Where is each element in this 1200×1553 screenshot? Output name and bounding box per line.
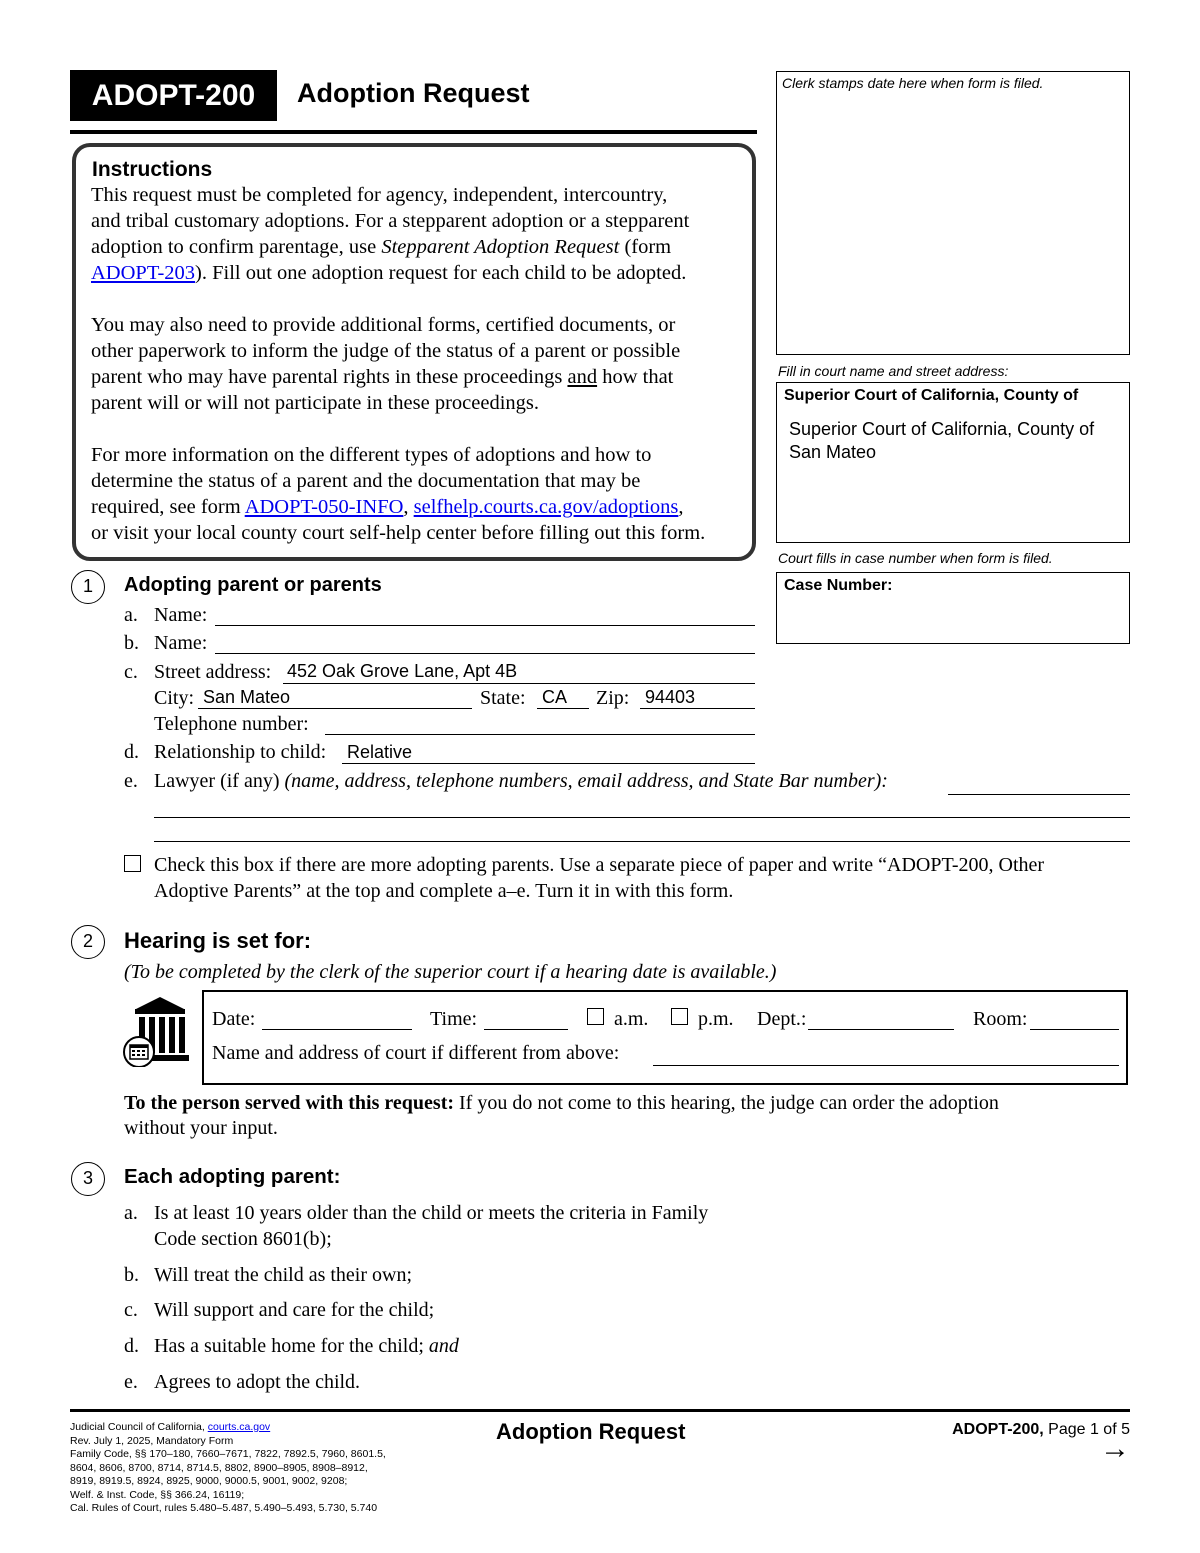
case-number-box[interactable] (776, 572, 1130, 644)
s1-a-name-line (215, 625, 755, 626)
s1-e-marker: e. (124, 770, 138, 792)
clerk-stamp-label: Clerk stamps date here when form is filed. (782, 75, 1044, 91)
city-label: City: (154, 687, 195, 709)
section-1-heading: Adopting parent or parents (124, 574, 382, 596)
lawyer-line-3[interactable] (154, 841, 1130, 842)
instructions-p2-l3: parent who may have parental rights in these proceedings and how that (91, 366, 674, 388)
hearing-info-box (202, 990, 1128, 1085)
s1-b-name-field[interactable] (220, 632, 750, 652)
zip-line (640, 708, 755, 709)
section-1-number: 1 (71, 570, 105, 604)
lawyer-line-1[interactable] (948, 794, 1130, 795)
hearing-date-field[interactable] (262, 1029, 412, 1030)
footer-rule (70, 1409, 1130, 1412)
am-checkbox[interactable] (587, 1008, 604, 1025)
zip-label: Zip: (596, 687, 630, 709)
court-box-title: Superior Court of California, County of (784, 387, 1079, 404)
instructions-p2-l2: other paperwork to inform the judge of the status of a parent or possible (91, 340, 681, 362)
relationship-label: Relationship to child: (154, 741, 327, 763)
court-name-line2: San Mateo (789, 442, 877, 462)
section-2-number: 2 (71, 925, 105, 959)
s1-a-name-field[interactable] (220, 604, 750, 624)
dept-field[interactable] (808, 1029, 954, 1030)
telephone-label: Telephone number: (154, 713, 309, 735)
s3-item-b: b. Will treat the child as their own; (124, 1264, 413, 1286)
served-person-notice: To the person served with this request: If you do not come to this hearing, the judge can order the adoption without your input. (124, 1092, 999, 1139)
hearing-date-label: Date: (212, 1008, 256, 1030)
instructions-p1-l1: This request must be completed for agency, independent, intercountry, (91, 184, 668, 206)
s1-b-name-line (215, 653, 755, 654)
pm-checkbox[interactable] (671, 1008, 688, 1025)
room-field[interactable] (1030, 1029, 1119, 1030)
form-title: Adoption Request (297, 78, 530, 108)
adopt-203-link[interactable]: ADOPT-203 (91, 262, 196, 284)
street-address-label: Street address: (154, 661, 272, 683)
selfhelp-adoptions-link[interactable]: selfhelp.courts.ca.gov/adoptions (413, 496, 679, 518)
s1-a-marker: a. (124, 604, 138, 626)
instructions-p2-l1: You may also need to provide additional forms, certified documents, or (91, 314, 676, 336)
instructions-p3-l1: For more information on the different types of adoptions and how to (91, 444, 652, 466)
s3-item-a: a. Is at least 10 years older than the child or meets the criteria in Family (124, 1202, 709, 1224)
telephone-field[interactable] (330, 713, 750, 733)
s1-b-marker: b. (124, 632, 139, 654)
s3-item-c: c. Will support and care for the child; (124, 1299, 435, 1321)
s3-item-a-cont: Code section 8601(b); (154, 1228, 332, 1250)
relationship-field[interactable]: Relative (347, 742, 413, 762)
footer-citations: Judicial Council of California, courts.ca.gov Rev. July 1, 2025, Mandatory Form Family Code, §§ 170–180, 7660–7671, 7822, 7892.5, 7960, 8601.5, 8604, 8606, 8700, 8714, 8714.5, 8802, 8900–8905, 8908–8912, 8919, 8919.5, 8924, 8925, 9000, 9000.5, 9001, 9002, 9208; Welf. & Inst. Code, §§ 366.24, 16119; Cal. Rules of Court, rules 5.480–5.487, 5.490–5.493, 5.730, 5.740 (70, 1421, 386, 1514)
form-code-badge: ADOPT-200 (70, 70, 277, 121)
more-parents-text: Check this box if there are more adopting parents. Use a separate piece of paper and write “ADOPT-200, Other Adoptive Parents” at the top and complete a–e. Turn it in with this form. (154, 854, 1045, 902)
case-box-instruction: Court fills in case number when form is filed. (778, 550, 1053, 566)
court-name-line1: Superior Court of California, County of (789, 419, 1095, 439)
court-address-label: Name and address of court if different from above: (212, 1042, 620, 1064)
street-address-field[interactable]: 452 Oak Grove Lane, Apt 4B (287, 661, 518, 681)
instructions-p1-l3: adoption to confirm parentage, use Stepparent Adoption Request (form (91, 236, 672, 258)
city-line (198, 708, 472, 709)
zip-field[interactable]: 94403 (645, 687, 696, 707)
s1-d-marker: d. (124, 741, 139, 763)
header-rule (70, 130, 757, 134)
instructions-p2-l4: parent will or will not participate in these proceedings. (91, 392, 540, 414)
footer-page-info: ADOPT-200, Page 1 of 5 (952, 1421, 1130, 1438)
court-name-value[interactable] (789, 418, 1094, 464)
telephone-line (325, 734, 755, 735)
hearing-time-field[interactable] (484, 1029, 568, 1030)
s3-item-e: e. Agrees to adopt the child. (124, 1371, 361, 1393)
room-label: Room: (973, 1008, 1028, 1030)
hearing-time-label: Time: (430, 1008, 478, 1030)
court-box-instruction: Fill in court name and street address: (778, 363, 1009, 379)
clerk-stamp-box (776, 71, 1130, 355)
instructions-p3-l3: required, see form ADOPT-050-INFO, selfhelp.courts.ca.gov/adoptions, (91, 496, 684, 518)
instructions-p3-l2: determine the status of a parent and the documentation that may be (91, 470, 641, 492)
instructions-p1-l2: and tribal customary adoptions. For a stepparent adoption or a stepparent (91, 210, 690, 232)
lawyer-label: Lawyer (if any) (name, address, telephone numbers, email address, and State Bar number): (154, 770, 888, 792)
courthouse-calendar-icon (122, 995, 194, 1067)
city-field[interactable]: San Mateo (203, 687, 291, 707)
s1-c-marker: c. (124, 661, 138, 683)
s1-b-name-label: Name: (154, 632, 208, 654)
state-line (537, 708, 589, 709)
footer-title: Adoption Request (496, 1419, 686, 1444)
s1-a-name-label: Name: (154, 604, 208, 626)
next-page-arrow-icon: → (1100, 1432, 1130, 1465)
instructions-p3-l4: or visit your local county court self-help center before filling out this form. (91, 522, 706, 544)
instructions-p1-l4: ADOPT-203). Fill out one adoption request for each child to be adopted. (91, 262, 687, 284)
state-label: State: (480, 687, 526, 709)
section-2-subtitle: (To be completed by the clerk of the superior court if a hearing date is available.) (124, 961, 777, 983)
lawyer-line-2[interactable] (154, 817, 1130, 818)
section-2-heading: Hearing is set for: (124, 928, 312, 953)
court-address-field[interactable] (653, 1065, 1119, 1066)
instructions-heading: Instructions (92, 158, 213, 181)
section-3-heading: Each adopting parent: (124, 1165, 341, 1188)
section-3-number: 3 (71, 1162, 105, 1196)
more-parents-checkbox[interactable] (124, 855, 141, 872)
courts-ca-gov-link[interactable]: courts.ca.gov (207, 1421, 271, 1433)
dept-label: Dept.: (757, 1008, 807, 1030)
instructions-text (91, 182, 705, 546)
court-name-box[interactable] (776, 382, 1130, 543)
case-number-title: Case Number: (784, 577, 893, 594)
am-label: a.m. (614, 1008, 649, 1030)
adopt-050-info-link[interactable]: ADOPT-050-INFO (244, 496, 404, 518)
street-address-line (283, 683, 755, 684)
state-field[interactable]: CA (542, 687, 568, 707)
s3-item-d: d. Has a suitable home for the child; and (124, 1335, 459, 1357)
relationship-line (342, 763, 755, 764)
pm-label: p.m. (698, 1008, 734, 1030)
